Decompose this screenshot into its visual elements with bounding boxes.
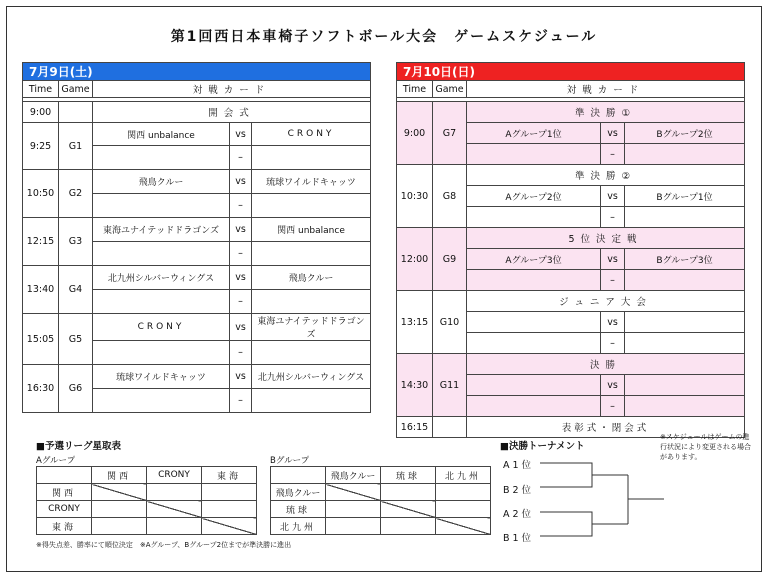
team-header: CRONY	[147, 467, 202, 484]
score-dash: –	[230, 146, 252, 170]
tournament-title: ■決勝トーナメント	[500, 441, 585, 452]
game-id: G9	[433, 228, 467, 291]
team-header: 関西	[92, 467, 147, 484]
game-time: 13:40	[23, 266, 59, 314]
score-home	[93, 389, 230, 413]
away-team: 東海ユナイテッドドラゴンズ	[252, 314, 371, 341]
score-dash: –	[230, 194, 252, 218]
game-time: 12:15	[23, 218, 59, 266]
score-away	[252, 146, 371, 170]
semifinal-1-bracket	[540, 463, 592, 487]
result-cell	[202, 484, 257, 501]
vs-label: vs	[230, 218, 252, 242]
game-time: 13:15	[397, 291, 433, 354]
group-a-table	[36, 466, 257, 535]
game-id: G1	[59, 123, 93, 170]
score-home	[467, 270, 601, 291]
score-home	[93, 341, 230, 365]
away-team: Bグループ2位	[625, 123, 745, 144]
game-time: 10:30	[397, 165, 433, 228]
seed-label: B2位	[503, 485, 535, 496]
team-header: 東海	[202, 467, 257, 484]
schedule-note: ※スケジュールはゲームの進行状況により変更される場合があります。	[660, 433, 751, 461]
team-row-label: 東海	[37, 518, 92, 535]
game-id: G3	[59, 218, 93, 266]
day1-col-card: 対戦カード	[93, 81, 371, 98]
score-away	[252, 341, 371, 365]
league-footnote: ※得失点差、勝率にて順位決定 ※Aグループ、Bグループ2位までが準決勝に進出	[36, 541, 292, 549]
day2-schedule-table	[396, 62, 745, 438]
day1-col-game: Game	[59, 81, 93, 98]
score-home	[467, 144, 601, 165]
group-b-label: Bグループ	[270, 456, 310, 466]
game-id: G4	[59, 266, 93, 314]
score-home	[467, 396, 601, 417]
game-id: G7	[433, 102, 467, 165]
vs-label: vs	[230, 266, 252, 290]
score-home	[93, 194, 230, 218]
day2-col-card: 対戦カード	[467, 81, 745, 98]
team-header: 琉球	[381, 467, 436, 484]
diagonal-cell	[381, 501, 436, 518]
score-dash: –	[230, 242, 252, 266]
vs-label: vs	[601, 123, 625, 144]
game-id: G10	[433, 291, 467, 354]
game-time: 9:25	[23, 123, 59, 170]
result-cell	[381, 518, 436, 535]
away-team	[625, 375, 745, 396]
closing-time: 16:15	[397, 417, 433, 438]
score-away	[252, 194, 371, 218]
home-team: CRONY	[93, 314, 230, 341]
day2-date: 7月10日(日)	[397, 63, 745, 81]
result-cell	[436, 484, 491, 501]
team-row-label: 関西	[37, 484, 92, 501]
score-dash: –	[230, 341, 252, 365]
diagonal-cell	[202, 518, 257, 535]
vs-label: vs	[601, 312, 625, 333]
score-dash: –	[601, 270, 625, 291]
stage-label: 準決勝①	[467, 102, 745, 123]
stage-label: 決勝	[467, 354, 745, 375]
stage-label: ジュニア大会	[467, 291, 745, 312]
score-dash: –	[601, 396, 625, 417]
away-team: Bグループ1位	[625, 186, 745, 207]
vs-label: vs	[601, 249, 625, 270]
diagonal-cell	[147, 501, 202, 518]
game-time: 14:30	[397, 354, 433, 417]
result-cell	[92, 501, 147, 518]
team-row-label: 北九州	[271, 518, 326, 535]
vs-label: vs	[230, 314, 252, 341]
vs-label: vs	[601, 186, 625, 207]
result-cell	[326, 501, 381, 518]
team-row-label: 飛鳥クルー	[271, 484, 326, 501]
league-title: ■予選リーグ星取表	[36, 441, 121, 452]
team-header: 北九州	[436, 467, 491, 484]
score-home	[467, 207, 601, 228]
score-home	[467, 333, 601, 354]
group-a-label: Aグループ	[36, 456, 76, 466]
home-team	[467, 375, 601, 396]
seed-label: A2位	[503, 509, 535, 520]
seed-label: B1位	[503, 533, 535, 544]
game-time: 10:50	[23, 170, 59, 218]
diagonal-cell	[92, 484, 147, 501]
vs-label: vs	[230, 170, 252, 194]
vs-label: vs	[230, 365, 252, 389]
stage-label: 5位決定戦	[467, 228, 745, 249]
score-dash: –	[230, 290, 252, 314]
game-id: G6	[59, 365, 93, 413]
opening-time: 9:00	[23, 102, 59, 123]
team-row-label: 琉球	[271, 501, 326, 518]
score-away	[252, 242, 371, 266]
home-team	[467, 312, 601, 333]
score-dash: –	[601, 333, 625, 354]
seed-label: A1位	[503, 460, 535, 471]
result-cell	[92, 518, 147, 535]
closing-ceremony: 表彰式・閉会式	[467, 417, 745, 438]
opening-ceremony: 開会式	[93, 102, 371, 123]
score-dash: –	[601, 144, 625, 165]
score-away	[625, 333, 745, 354]
away-team: CRONY	[252, 123, 371, 146]
home-team: Aグループ1位	[467, 123, 601, 144]
game-time: 16:30	[23, 365, 59, 413]
game-time: 12:00	[397, 228, 433, 291]
game-time: 15:05	[23, 314, 59, 365]
home-team: 北九州シルバーウィングス	[93, 266, 230, 290]
result-cell	[436, 501, 491, 518]
stage-label: 準決勝②	[467, 165, 745, 186]
score-away	[625, 144, 745, 165]
semifinal-2-bracket	[540, 512, 592, 536]
away-team: Bグループ3位	[625, 249, 745, 270]
home-team: Aグループ3位	[467, 249, 601, 270]
game-id: G5	[59, 314, 93, 365]
score-home	[93, 242, 230, 266]
day2-col-game: Game	[433, 81, 467, 98]
home-team: 飛鳥クルー	[93, 170, 230, 194]
opening-game	[59, 102, 93, 123]
closing-game	[433, 417, 467, 438]
score-away	[625, 207, 745, 228]
away-team: 飛鳥クルー	[252, 266, 371, 290]
score-home	[93, 290, 230, 314]
score-dash: –	[230, 389, 252, 413]
home-team: 東海ユナイテッドドラゴンズ	[93, 218, 230, 242]
game-id: G11	[433, 354, 467, 417]
day2-col-time: Time	[397, 81, 433, 98]
game-id: G2	[59, 170, 93, 218]
score-away	[252, 389, 371, 413]
result-cell	[147, 518, 202, 535]
score-away	[625, 270, 745, 291]
away-team: 琉球ワイルドキャッツ	[252, 170, 371, 194]
page-title: 第1回西日本車椅子ソフトボール大会 ゲームスケジュール	[170, 29, 598, 45]
away-team	[625, 312, 745, 333]
corner-cell	[271, 467, 326, 484]
score-away	[625, 396, 745, 417]
tournament-bracket	[540, 450, 670, 550]
team-header: 飛鳥クルー	[326, 467, 381, 484]
home-team: Aグループ2位	[467, 186, 601, 207]
vs-label: vs	[601, 375, 625, 396]
diagonal-cell	[436, 518, 491, 535]
vs-label: vs	[230, 123, 252, 146]
away-team: 北九州シルバーウィングス	[252, 365, 371, 389]
home-team: 関西 unbalance	[93, 123, 230, 146]
result-cell	[326, 518, 381, 535]
corner-cell	[37, 467, 92, 484]
home-team: 琉球ワイルドキャッツ	[93, 365, 230, 389]
day1-schedule-table	[22, 62, 371, 413]
result-cell	[147, 484, 202, 501]
game-time: 9:00	[397, 102, 433, 165]
score-home	[93, 146, 230, 170]
group-b-table	[270, 466, 491, 535]
day1-col-time: Time	[23, 81, 59, 98]
day1-date: 7月9日(土)	[23, 63, 371, 81]
score-away	[252, 290, 371, 314]
result-cell	[202, 501, 257, 518]
team-row-label: CRONY	[37, 501, 92, 518]
away-team: 関西 unbalance	[252, 218, 371, 242]
diagonal-cell	[326, 484, 381, 501]
game-id: G8	[433, 165, 467, 228]
score-dash: –	[601, 207, 625, 228]
result-cell	[381, 484, 436, 501]
